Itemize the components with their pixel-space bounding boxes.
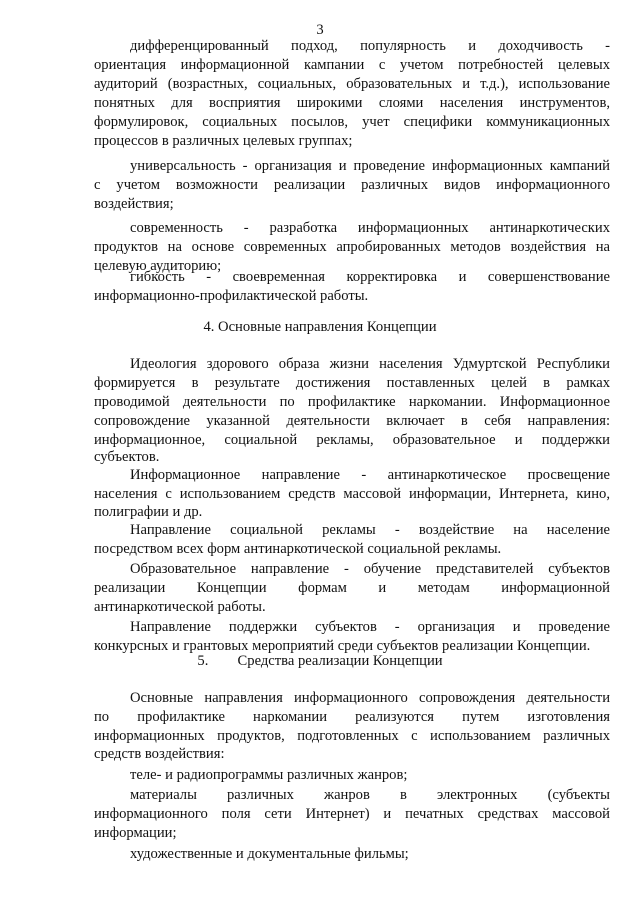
text-line: информационное, социальной рекламы, образовательное и поддержки xyxy=(94,432,610,448)
text-line: Основные направления информационного сопровождения деятельности xyxy=(130,690,610,706)
text-line: полиграфии и др. xyxy=(94,504,203,520)
text-line: реализации Концепции формам и методам информационной xyxy=(94,580,610,596)
text-line: целевую аудиторию; xyxy=(94,258,222,274)
text-line: Направление социальной рекламы - воздействие на население xyxy=(130,522,610,538)
text-line: информационных продуктов, подготовленных с использованием различных xyxy=(94,728,610,744)
text-line: Направление поддержки субъектов - организация и проведение xyxy=(130,619,610,635)
text-line: информационно-профилактической работы. xyxy=(94,288,369,304)
text-line: дифференцированный подход, популярность и доходчивость - xyxy=(130,38,610,54)
text-line: по профилактике наркомании реализуются путем изготовления xyxy=(94,709,610,725)
text-line: Образовательное направление - обучение представителей субъектов xyxy=(130,561,610,577)
text-line: населения с использованием средств массовой информации, Интернета, кино, xyxy=(94,486,610,502)
text-line: сопровождение указанной деятельности включает в себя направления: xyxy=(94,413,610,429)
text-line: информации; xyxy=(94,825,177,841)
text-line: антинаркотической работы. xyxy=(94,599,266,615)
text-line: понятных для восприятия широкими слоями населения инструментов, xyxy=(94,95,610,111)
text-line: Идеология здорового образа жизни населения Удмуртской Республики xyxy=(130,356,610,372)
text-line: гибкость - своевременная корректировка и совершенствование xyxy=(130,269,610,285)
text-line: материалы различных жанров в электронных (субъекты xyxy=(130,787,610,803)
text-line: посредством всех форм антинаркотической социальной рекламы. xyxy=(94,541,502,557)
text-line: аудиторий (возрастных, социальных, образовательных и т.д.), использование xyxy=(94,76,610,92)
text-line: средств воздействия: xyxy=(94,746,225,762)
text-line: современность - разработка информационных антинаркотических xyxy=(130,220,610,236)
text-line: информационного поля сети Интернет) и печатных средствах массовой xyxy=(94,806,610,822)
text-line: процессов в различных целевых группах; xyxy=(94,133,353,149)
text-line: с учетом возможности реализации различных видов информационного xyxy=(94,177,610,193)
text-line: формулировок, социальных посылов, учет специфики коммуникационных xyxy=(94,114,610,130)
text-line: продуктов на основе современных апробированных методов воздействия на xyxy=(94,239,610,255)
text-line: ориентация информационной кампании с учетом потребностей целевых xyxy=(94,57,610,73)
section-heading: 5. Средства реализации Концепции xyxy=(197,653,443,669)
text-line: воздействия; xyxy=(94,196,174,212)
text-line: универсальность - организация и проведение информационных кампаний xyxy=(130,158,610,174)
text-line: проводимой деятельности по профилактике наркомании. Информационное xyxy=(94,394,610,410)
section-heading: 4. Основные направления Концепции xyxy=(203,319,437,335)
text-line: художественные и документальные фильмы; xyxy=(130,846,409,862)
text-line: Информационное направление - антинаркотическое просвещение xyxy=(130,467,610,483)
text-line: субъектов. xyxy=(94,449,160,465)
page-number: 3 xyxy=(316,22,324,38)
text-line: конкурсных и грантовых мероприятий среди субъектов реализации Концепции. xyxy=(94,638,591,654)
text-line: формируется в результате достижения поставленных целей в рамках xyxy=(94,375,610,391)
text-line: теле- и радиопрограммы различных жанров; xyxy=(130,767,408,783)
